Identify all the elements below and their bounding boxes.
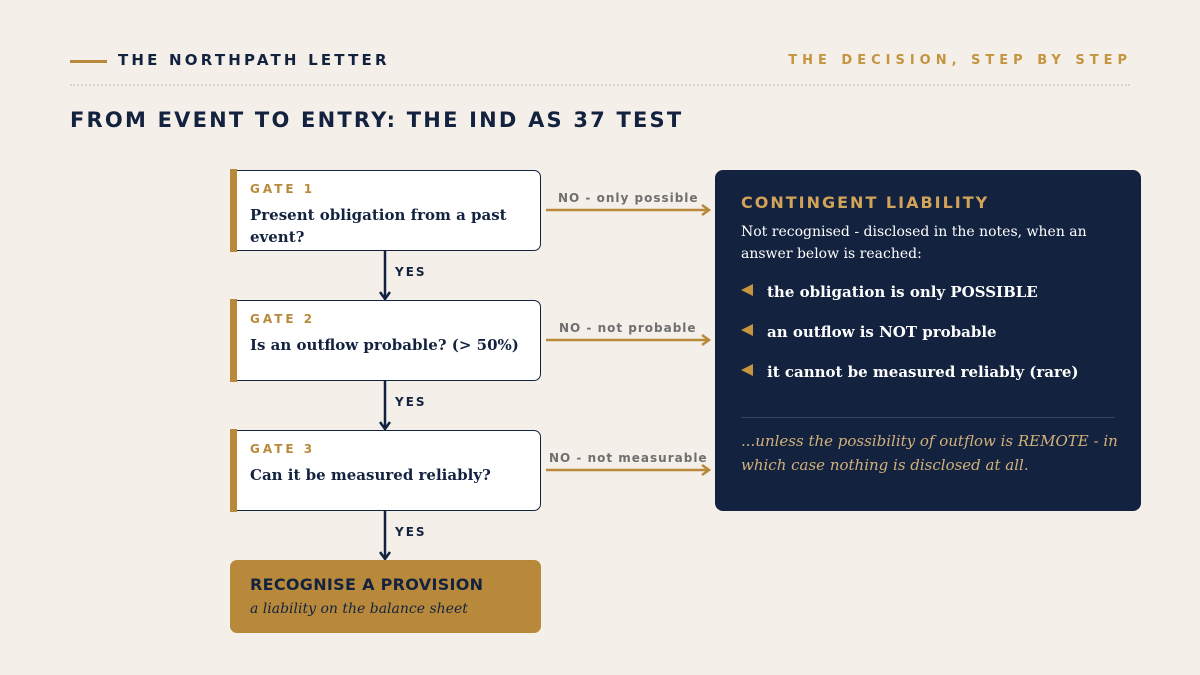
panel-item (741, 283, 1038, 301)
pointer-left-icon (741, 284, 753, 296)
result-subtitle: a liability on the balance sheet (250, 601, 468, 617)
yes-label-2: YES (395, 395, 427, 409)
panel-item-text: an outflow is NOT probable (767, 323, 997, 341)
panel-item-text: the obligation is only POSSIBLE (767, 283, 1038, 301)
no-label-2: NO - not probable (559, 321, 697, 335)
yes-arrow-2 (380, 381, 390, 429)
no-label-3: NO - not measurable (549, 451, 708, 465)
panel-title: CONTINGENT LIABILITY (741, 193, 990, 212)
no-arrow-3 (546, 465, 709, 475)
panel-intro: Not recognised - disclosed in the notes, when an answer below is reached: (741, 224, 1087, 262)
gate-accent-bar (230, 299, 237, 381)
yes-label-3: YES (395, 525, 427, 539)
no-arrow-2 (546, 335, 709, 345)
gate-2-question: Is an outflow probable? (> 50%) (250, 336, 519, 354)
gate-1-label: GATE 1 (250, 182, 316, 196)
gate-1-box (230, 170, 541, 251)
gate-accent-bar (230, 429, 237, 511)
panel-item-text: it cannot be measured reliably (rare) (767, 363, 1079, 381)
pointer-left-icon (741, 364, 753, 376)
page-title: FROM EVENT TO ENTRY: THE IND AS 37 TEST (70, 108, 684, 132)
panel-item (741, 363, 1079, 381)
pointer-left-icon (741, 324, 753, 336)
gate-3-question: Can it be measured reliably? (250, 466, 491, 484)
brand-name: THE NORTHPATH LETTER (118, 51, 390, 69)
no-label-1: NO - only possible (558, 191, 699, 205)
panel-divider (741, 417, 1115, 418)
panel-note: ...unless the possibility of outflow is REMOTE - in which case nothing is disclosed at all. (741, 432, 1118, 474)
gate-1-question: Present obligation from a past event? (250, 206, 507, 246)
yes-arrow-3 (380, 511, 390, 559)
yes-label-1: YES (395, 265, 427, 279)
contingent-liability-panel (715, 170, 1141, 511)
gate-3-label: GATE 3 (250, 442, 316, 456)
provision-result-box (230, 560, 541, 633)
gate-accent-bar (230, 169, 237, 251)
section-kicker: THE DECISION, STEP BY STEP (788, 53, 1132, 68)
result-title: RECOGNISE A PROVISION (250, 575, 484, 594)
gate-3-box (230, 430, 541, 511)
no-arrow-1 (546, 205, 709, 215)
panel-item (741, 323, 997, 341)
yes-arrow-1 (380, 251, 390, 299)
gate-2-box (230, 300, 541, 381)
gate-2-label: GATE 2 (250, 312, 316, 326)
